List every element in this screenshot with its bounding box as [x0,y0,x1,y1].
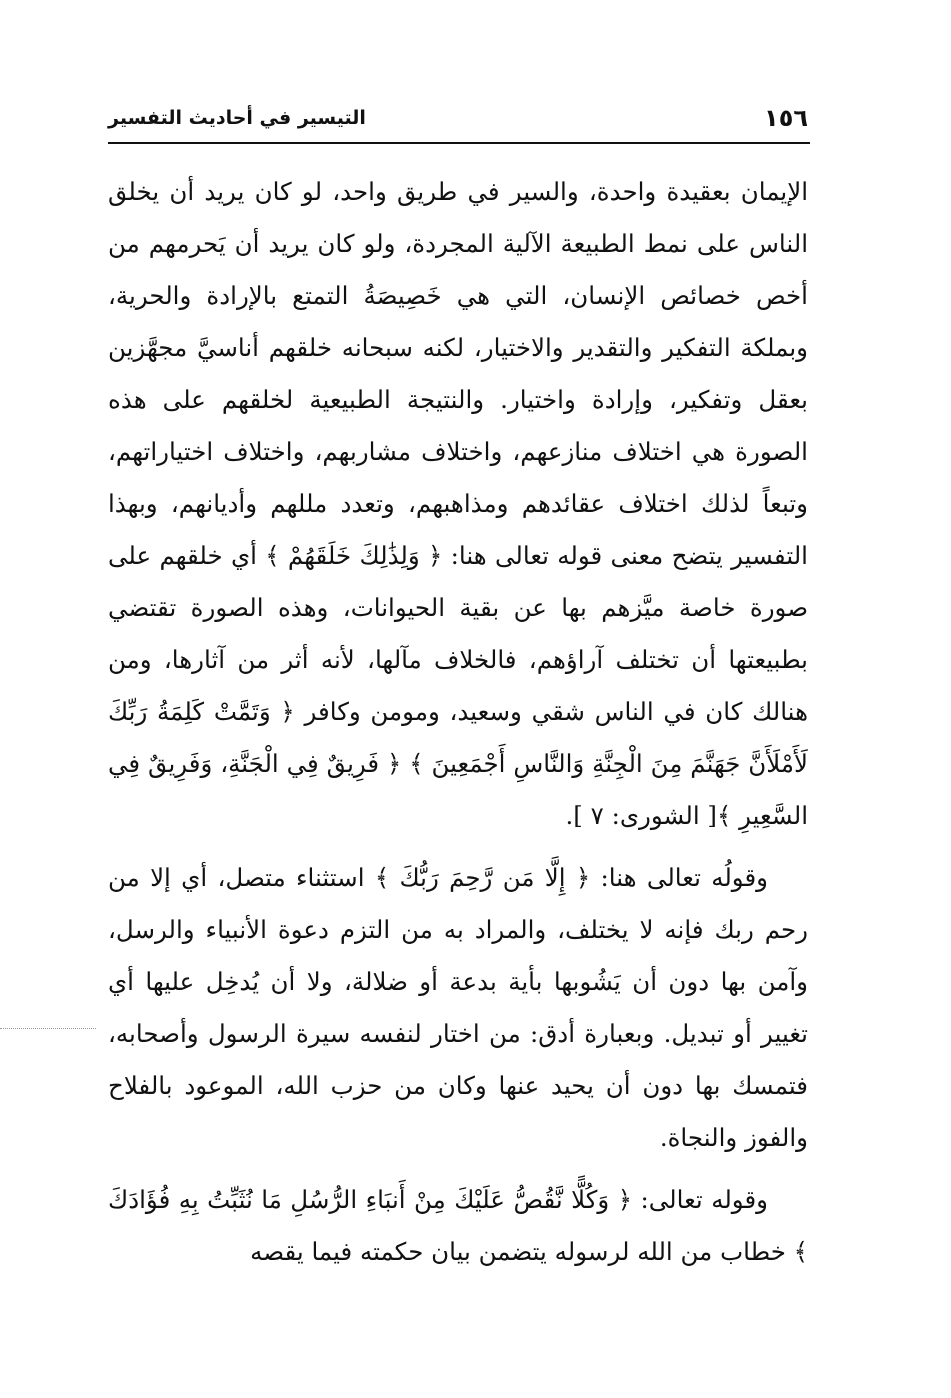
header-rule [108,142,810,144]
running-title: التيسير في أحاديث التفسير [108,107,366,129]
page-number: ١٥٦ [764,104,808,132]
paragraph-3: وقوله تعالى: ﴿ وَكُلًّا نَّقُصُّ عَلَيْكَ مِنْ أَنبَاءِ الرُّسُلِ مَا نُثَبِّتُ بِهِ فُؤَادَكَ ﴾ خطاب من الله لرسوله يتضمن بيان حكمته فيما يقصه [108,1185,808,1266]
margin-dotted-mark [0,1028,96,1029]
paragraph-1: الإيمان بعقيدة واحدة، والسير في طريق واحد، لو كان يريد أن يخلق الناس على نمط الطبيعة الآلية المجردة، ولو كان يريد أن يَحرمهم من أخص خصائص الإنسان، التي هي خَصِيصَةُ التمتع بالإرادة والحرية، وبملكة التفكير والتقدير والاختيار، لكنه سبحانه خلقهم أناسيَّ مجهَّزين بعقل وتفكير، وإرادة واختيار. والنتيجة الطبيعية لخلقهم على هذه الصورة هي اختلاف منازعهم، واختلاف مشاربهم، واختلاف اختياراتهم، وتبعاً لذلك اختلاف عقائدهم ومذاهبهم، وتعدد مللهم وأديانهم، وبهذا التفسير يتضح معنى قوله تعالى هنا: ﴿ وَلِذَٰلِكَ خَلَقَهُمْ ﴾ أي خلقهم على صورة خاصة ميَّزهم بها عن بقية الحيوانات، وهذه الصورة تقتضي بطبيعتها أن تختلف آراؤهم، فالخلاف مآلها، لأنه أثر من آثارها، ومن هنالك كان في الناس شقي وسعيد، ومومن وكافر ﴿ وَتَمَّتْ كَلِمَةُ رَبِّكَ لَأَمْلَأَنَّ جَهَنَّمَ مِنَ الْجِنَّةِ وَالنَّاسِ أَجْمَعِينَ ﴾ ﴿ فَرِيقٌ فِي الْجَنَّةِ، وَفَرِيقٌ فِي السَّعِيرِ ﴾[ الشورى: ٧ ]. [108,177,808,830]
page-header [108,100,808,142]
body-text [108,166,808,1278]
paragraph-2: وقولُه تعالى هنا: ﴿ إِلَّا مَن رَّحِمَ رَبُّكَ ﴾ استثناء متصل، أي إلا من رحم ربك فإنه لا يختلف، والمراد به من التزم دعوة الأنبياء والرسل، وآمن بها دون أن يَشُوبها بأية بدعة أو ضلالة، ولا أن يُدخِل عليها أي تغيير أو تبديل. وبعبارة أدق: من اختار لنفسه سيرة الرسول وأصحابه، فتمسك بها دون أن يحيد عنها وكان من حزب الله، الموعود بالفلاح والفوز والنجاة. [108,863,808,1152]
